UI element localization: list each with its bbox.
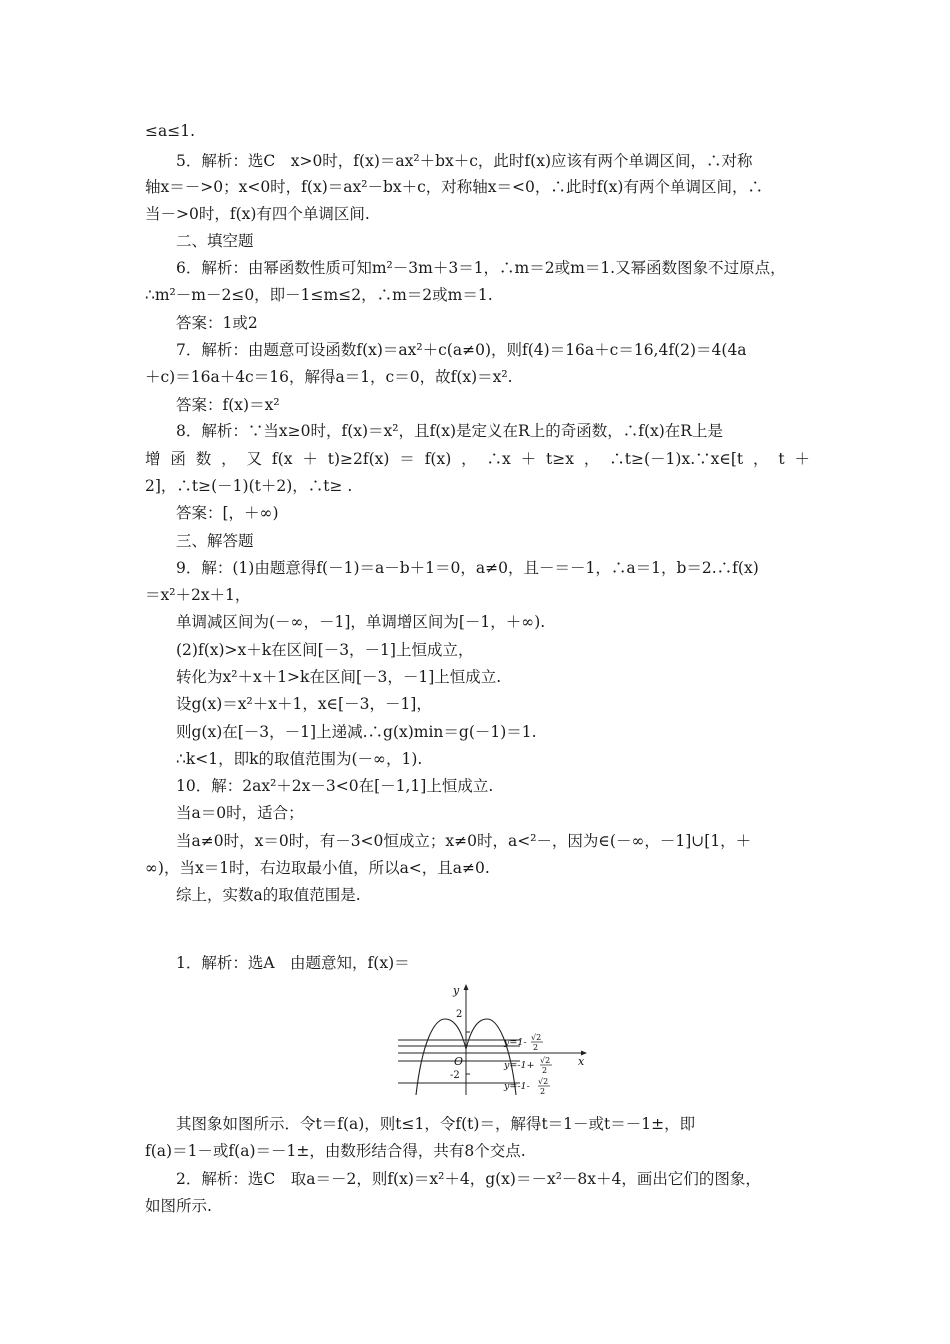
text-line: 6．解析：由幂函数性质可知m²－3m＋3＝1，∴m＝2或m＝1.又幂函数图象不过原点，	[176, 259, 786, 277]
text-line: 2．解析：选C 取a＝－2，则f(x)＝x²＋4，g(x)＝－x²－8x＋4，画出它们的图象，	[176, 1170, 761, 1188]
fraction-denominator: 2	[533, 1043, 539, 1052]
section-heading: 三、解答题	[176, 532, 254, 550]
section-heading: 二、填空题	[176, 232, 254, 250]
text-line: 单调减区间为(－∞，－1]，单调增区间为[－1，＋∞).	[176, 613, 546, 631]
text-line: 综上，实数a的取值范围是.	[176, 886, 361, 904]
text-line: 1．解析：选A 由题意知，f(x)＝	[176, 954, 410, 972]
text-line: 则g(x)在[－3，－1]上递减.∴g(x)min＝g(－1)＝1.	[176, 723, 537, 741]
text-line: 当－>0时，f(x)有四个单调区间.	[145, 205, 370, 223]
text-line: ＋c)＝16a＋4c＝16，解得a＝1，c＝0，故f(x)＝x².	[145, 368, 513, 386]
text-line: ∞)，当x＝1时，右边取最小值，所以a<，且a≠0.	[145, 859, 490, 877]
line-label-upper: y=1-	[504, 1037, 527, 1048]
text-line: 设g(x)＝x²＋x＋1，x∈[－3，－1]，	[176, 695, 432, 713]
answer-line: 答案：f(x)＝x²	[176, 396, 280, 414]
text-line: 5．解析：选C x>0时，f(x)＝ax²＋bx＋c，此时f(x)应该有两个单调区间，∴对称	[176, 152, 753, 170]
fraction-numerator: √2	[538, 1077, 549, 1086]
text-line: ＝x²＋2x＋1，	[145, 586, 251, 604]
answer-line: 答案：1或2	[176, 314, 258, 332]
text-line: ∴k<1，即k的取值范围为(－∞，1).	[176, 750, 423, 768]
function-graph	[398, 983, 590, 1095]
text-line: 10．解：2ax²＋2x－3<0在[－1,1]上恒成立.	[176, 777, 494, 795]
fraction-denominator: 2	[540, 1087, 546, 1095]
function-graph-figure	[398, 983, 590, 1095]
text-line: 轴x＝－>0；x<0时，f(x)＝ax²－bx＋c，对称轴x＝<0，∴此时f(x)有两个单调区间，∴	[145, 178, 763, 196]
text-line: 其图象如图所示．令t＝f(a)，则t≤1，令f(t)＝，解得t＝1－或t＝－1±，即	[176, 1115, 696, 1133]
text-line: 9．解：(1)由题意得f(－1)＝a－b＋1＝0，a≠0，且－＝－1，∴a＝1，b＝2.∴f(x)	[176, 559, 759, 577]
tick-label-neg: -2	[450, 1070, 460, 1081]
text-line: 当a＝0时，适合；	[176, 804, 304, 822]
origin-label: O	[454, 1055, 464, 1068]
text-line: 当a≠0时，x＝0时，有－3<0恒成立；x≠0时，a<²－，因为∈(－∞，－1]∪[1，＋	[176, 832, 752, 850]
line-label-lower: y=-1-	[504, 1081, 530, 1092]
y-axis-label: y	[453, 984, 460, 997]
text-line: ≤a≤1.	[145, 122, 196, 140]
text-line: 2]，∴t≥(－1)(t＋2)，∴t≥ .	[145, 477, 353, 495]
line-label-middle: y=-1+	[504, 1060, 535, 1071]
text-line: (2)f(x)>x＋k在区间[－3，－1]上恒成立，	[176, 641, 474, 659]
text-line: 如图所示.	[145, 1197, 212, 1215]
text-line: 8．解析：∵当x≥0时，f(x)＝x²，且f(x)是定义在R上的奇函数，∴f(x)在R上是	[176, 422, 723, 440]
fraction-numerator: √2	[531, 1033, 542, 1042]
text-line: 转化为x²＋x＋1>k在区间[－3，－1]上恒成立.	[176, 668, 502, 686]
fraction-numerator: √2	[540, 1056, 551, 1065]
text-line: ∴m²－m－2≤0，即－1≤m≤2，∴m＝2或m＝1.	[145, 286, 493, 304]
text-line: f(a)＝1－或f(a)＝－1±，由数形结合得，共有8个交点.	[145, 1142, 526, 1160]
x-axis-label: x	[578, 1055, 585, 1068]
fraction-denominator: 2	[542, 1066, 548, 1075]
answer-line: 答案：[，＋∞)	[176, 504, 279, 522]
text-line: 增函数，又f(x＋t)≥2f(x)＝f(x)，∴x＋t≥x，∴t≥(－1)x.∵x∈[t，t＋	[145, 450, 810, 468]
y-axis-arrow	[464, 984, 469, 990]
text-line: 7．解析：由题意可设函数f(x)＝ax²＋c(a≠0)，则f(4)＝16a＋c＝16,4f(2)＝4(4a	[176, 341, 747, 359]
tick-label-pos: 2	[456, 1009, 463, 1020]
